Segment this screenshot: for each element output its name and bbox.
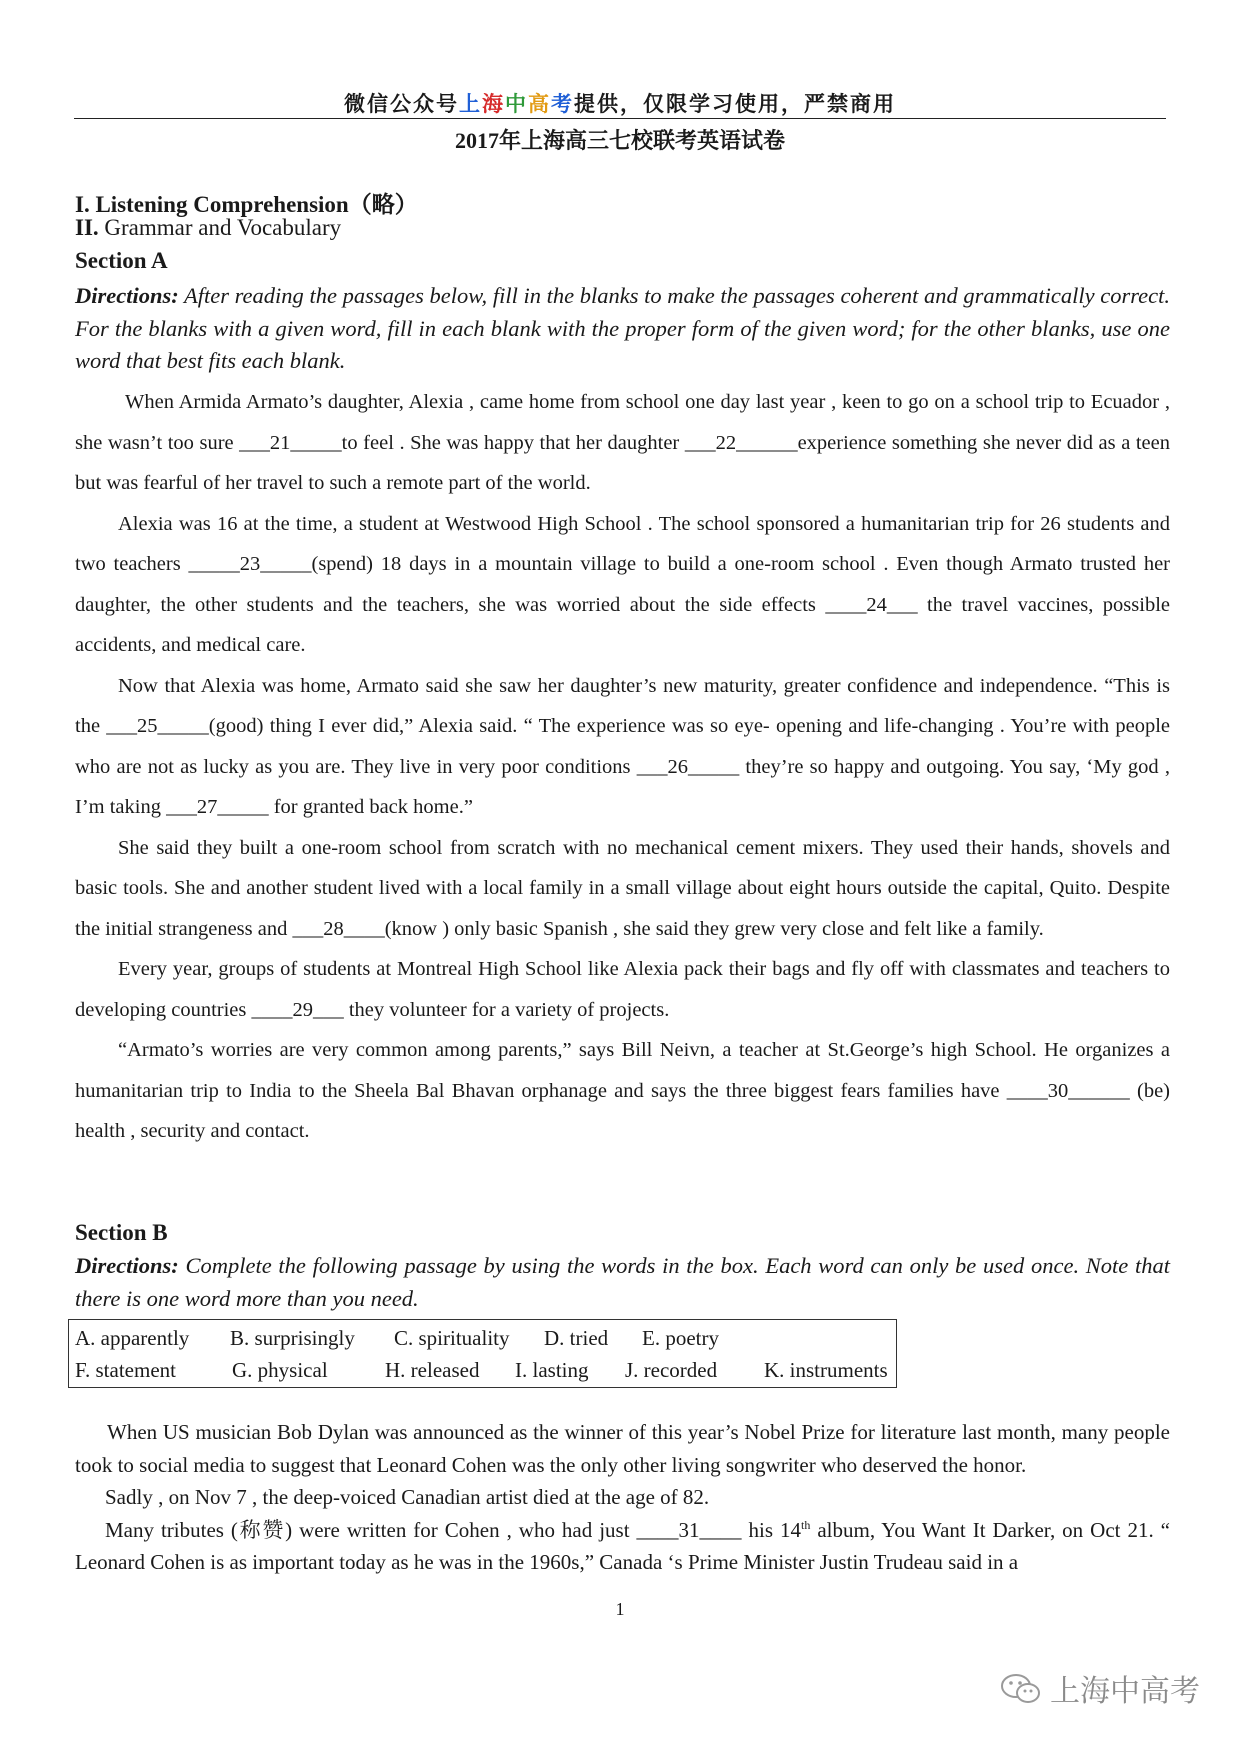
passage-paragraph: When US musician Bob Dylan was announced as the winner of this year’s Nobel Prize for literature last month, many people took to social media to suggest that Leonard Cohen was the only other living songwriter who deserved the honor. bbox=[75, 1420, 1170, 1477]
passage-paragraph: She said they built a one-room school from scratch with no mechanical cement mixers. They used their hands, shovels and basic tools. She and another student lived with a local family in a small village about eight hours outside the capital, Quito. Despite the initial strangeness and ___28____(know ) only basic Spanish , she said they grew very close and felt like a family. bbox=[75, 836, 1170, 940]
word-option: F. statement bbox=[75, 1358, 176, 1382]
word-option: I. lasting bbox=[515, 1358, 589, 1382]
passage-paragraph: Now that Alexia was home, Armato said she saw her daughter’s new maturity, greater confidence and independence. “This is the ___25_____(good) thing I ever did,” Alexia said. “ The experience was so eye- opening and life-changing . You’re with people who are not as lucky as you are. They live in very poor conditions ___26_____ they’re so happy and outgoing. You say, ‘My god , I’m taking ___27_____ for granted back home.” bbox=[75, 674, 1170, 818]
passage-text: Many tributes (称赞) were written for Cohen , who had just ____31____ his 14 bbox=[105, 1517, 802, 1542]
section-a-passage bbox=[75, 382, 1170, 1152]
part1-number: I. bbox=[75, 192, 90, 217]
passage-paragraph: When Armida Armato’s daughter, Alexia , came home from school one day last year , keen to go on a school trip to Ecuador , she wasn’t too sure ___21_____to feel . She was happy that her daughter ___22______experience something she never did as a teen but was fearful of her travel to such a remote part of the world. bbox=[75, 391, 1170, 494]
directions-text: After reading the passages below, fill in the blanks to make the passages coherent and grammatically correct. For the blanks with a given word, fill in each blank with the proper form of the given word; for the other blanks, use one word that best fits each blank. bbox=[75, 283, 1171, 373]
header-seg: 中 bbox=[505, 92, 528, 116]
header-seg: 海 bbox=[482, 92, 505, 116]
passage-paragraph: “Armato’s worries are very common among parents,” says Bill Neivn, a teacher at St.George’s high School. He organizes a humanitarian trip to India to the Sheela Bal Bhavan orphanage and says the three biggest fears families have ____30______ (be) health , security and contact. bbox=[75, 1039, 1170, 1142]
directions-label: Directions: bbox=[75, 283, 179, 308]
header-divider bbox=[74, 118, 1166, 119]
word-option: K. instruments bbox=[764, 1358, 888, 1382]
section-a-title: Section A bbox=[75, 248, 168, 273]
ordinal-suffix: th bbox=[801, 1517, 811, 1532]
directions-text: Complete the following passage by using the words in the box. Each word can only be used once. Note that there is one word more than you need. bbox=[75, 1253, 1170, 1311]
section-a-directions bbox=[75, 280, 1170, 378]
word-box bbox=[68, 1319, 897, 1388]
header-seg: 提供，仅限学习使用，严禁商用 bbox=[574, 92, 896, 116]
word-option: A. apparently bbox=[75, 1326, 190, 1350]
passage-paragraph: Alexia was 16 at the time, a student at Westwood High School . The school sponsored a humanitarian trip for 26 students and two teachers _____23_____(spend) 18 days in a mountain village to build a one-room school . Even though Armato trusted her daughter, the other students and the teachers, she was worried about the side effects ____24___ the travel vaccines, possible accidents, and medical care. bbox=[75, 512, 1170, 656]
header-seg: 微信公众号 bbox=[344, 92, 459, 116]
part2-number: II. bbox=[75, 215, 99, 240]
watermark bbox=[1000, 1666, 1200, 1713]
wechat-icon bbox=[1000, 1673, 1042, 1713]
word-option: H. released bbox=[385, 1358, 480, 1382]
word-option: G. physical bbox=[232, 1358, 328, 1382]
passage-paragraph: Sadly , on Nov 7 , the deep-voiced Canadian artist died at the age of 82. bbox=[105, 1485, 710, 1509]
section-b-directions bbox=[75, 1250, 1170, 1315]
word-option: D. tried bbox=[544, 1326, 609, 1350]
word-option: E. poetry bbox=[642, 1326, 719, 1350]
word-option: B. surprisingly bbox=[230, 1326, 355, 1350]
part2-title: Grammar and Vocabulary bbox=[104, 215, 342, 240]
header-seg: 高 bbox=[528, 92, 551, 116]
page-number: 1 bbox=[615, 1599, 625, 1619]
word-option: C. spirituality bbox=[394, 1326, 510, 1350]
passage-paragraph bbox=[75, 1514, 1170, 1579]
watermark-text: 上海中高考 bbox=[1050, 1674, 1200, 1709]
header-seg: 考 bbox=[551, 92, 574, 116]
part1-title: Listening Comprehension（略） bbox=[95, 192, 418, 217]
section-b-passage bbox=[75, 1416, 1170, 1579]
passage-text: album, You Want It Darker, on Oct 21. “ Leonard Cohen is as important today as he was in the 1960s,” Canada ‘s Prime Minister Justin Trudeau said in a bbox=[75, 1517, 1170, 1574]
header-seg: 上 bbox=[459, 92, 482, 116]
part2-heading bbox=[75, 215, 341, 241]
header-note bbox=[0, 88, 1240, 118]
document-title: 2017年上海高三七校联考英语试卷 bbox=[454, 128, 785, 153]
passage-paragraph: Every year, groups of students at Montreal High School like Alexia pack their bags and fly off with classmates and teachers to developing countries ____29___ they volunteer for a variety of projects. bbox=[75, 958, 1170, 1021]
word-option: J. recorded bbox=[625, 1358, 718, 1382]
directions-label: Directions: bbox=[75, 1253, 179, 1278]
section-b-title: Section B bbox=[75, 1220, 168, 1245]
